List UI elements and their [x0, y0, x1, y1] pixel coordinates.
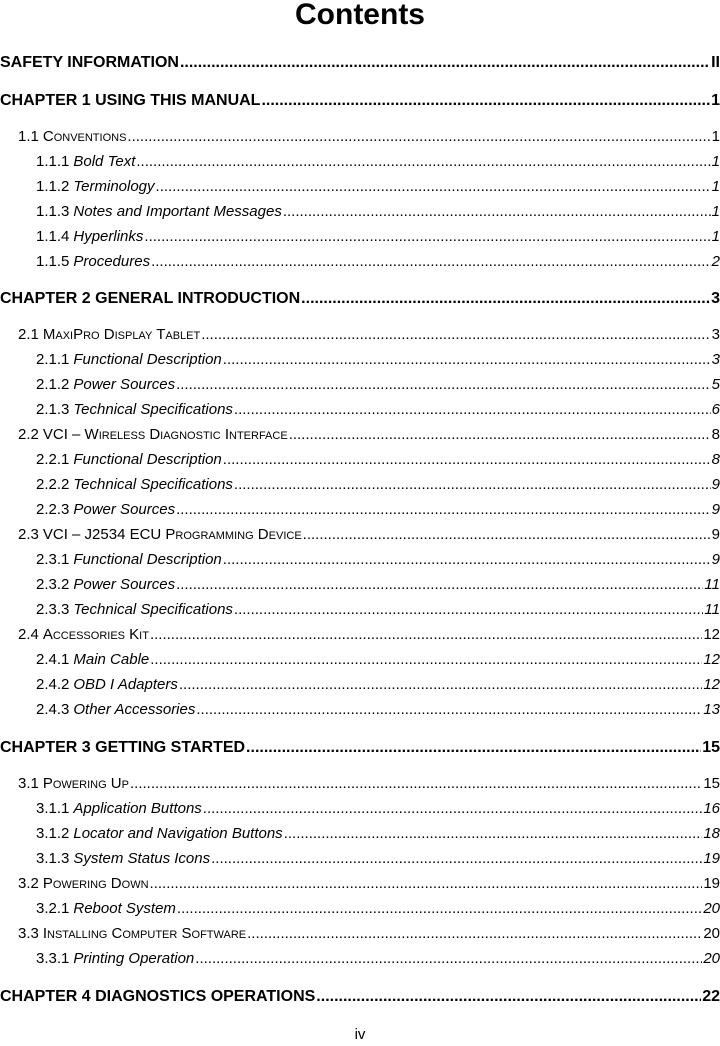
toc-page-number: 12 — [703, 651, 720, 668]
toc-page-number: 20 — [703, 900, 720, 917]
toc-page-number: 18 — [703, 825, 720, 842]
toc-number: 2.1.1 — [36, 351, 70, 368]
dot-leader — [234, 599, 704, 621]
toc-title: Terminology — [73, 178, 155, 195]
toc-page-number: 2 — [711, 253, 720, 270]
toc-title: VCI – Wireless Diagnostic Interface — [42, 426, 288, 443]
toc-number: 1.1.2 — [36, 178, 70, 195]
toc-title: Printing Operation — [73, 950, 195, 967]
dot-leader — [144, 226, 710, 248]
toc-title: Other Accessories — [73, 701, 196, 718]
toc-page-number: 12 — [703, 676, 720, 693]
toc-page-number: 9 — [711, 476, 720, 493]
toc-title: Functional Description — [73, 351, 222, 368]
dot-leader — [234, 399, 711, 421]
toc-page-number: 19 — [703, 875, 720, 892]
toc-entry-3-3[interactable] — [18, 923, 720, 945]
dot-leader — [136, 151, 710, 173]
dot-leader — [127, 126, 710, 148]
toc-page-number: 22 — [702, 988, 720, 1005]
toc-entry-2-3-1[interactable] — [36, 549, 720, 571]
toc-page-number: 19 — [703, 850, 720, 867]
dot-leader — [176, 499, 711, 521]
toc-page-number: 12 — [703, 626, 720, 643]
toc-title: CHAPTER 3 GETTING STARTED — [0, 739, 246, 756]
toc-number: 2.4.3 — [36, 701, 70, 718]
toc-number: 2.3.3 — [36, 601, 70, 618]
toc-title: Reboot System — [73, 900, 176, 917]
dot-leader — [283, 201, 711, 223]
toc-entry-chapter-2[interactable] — [0, 288, 720, 310]
toc-number: 2.2 — [18, 426, 39, 443]
toc-title: SAFETY INFORMATION — [0, 54, 179, 71]
toc-number: 2.1.3 — [36, 401, 70, 418]
dot-leader — [303, 524, 711, 546]
toc-title: Powering Down — [42, 875, 149, 892]
toc-entry-1-1[interactable] — [18, 126, 720, 148]
toc-page-number: 20 — [703, 925, 720, 942]
dot-leader — [246, 737, 701, 759]
toc-number: 3.3.1 — [36, 950, 70, 967]
toc-entry-1-1-1[interactable] — [36, 151, 720, 173]
toc-number: 2.2.3 — [36, 501, 70, 518]
toc-page-number: 15 — [703, 775, 720, 792]
toc-title: Main Cable — [73, 651, 150, 668]
toc-entry-2-3-2[interactable] — [36, 574, 720, 596]
toc-number: 2.3.1 — [36, 551, 70, 568]
toc-title: Application Buttons — [73, 800, 202, 817]
toc-page-number: 1 — [711, 228, 720, 245]
toc-page-number: 13 — [703, 701, 720, 718]
toc-title: Installing Computer Software — [42, 925, 247, 942]
dot-leader — [316, 986, 701, 1008]
toc-number: 3.1.1 — [36, 800, 70, 817]
toc-page-number: II — [711, 54, 720, 71]
toc-entry-1-1-3[interactable] — [36, 201, 720, 223]
toc-entry-3-1[interactable] — [18, 773, 720, 795]
toc-title: Bold Text — [73, 153, 136, 170]
dot-leader — [234, 474, 711, 496]
toc-title: Procedures — [73, 253, 151, 270]
dot-leader — [150, 649, 702, 671]
toc-page-number: 20 — [703, 950, 720, 967]
toc-page-number: 1 — [711, 128, 720, 145]
toc-title: System Status Icons — [73, 850, 211, 867]
toc-entry-2-1-2[interactable] — [36, 374, 720, 396]
dot-leader — [176, 574, 703, 596]
toc-title: Power Sources — [73, 501, 176, 518]
toc-page-number: 11 — [704, 576, 720, 593]
toc-page-number: 16 — [703, 800, 720, 817]
toc-page-number: 8 — [711, 451, 720, 468]
toc-entry-safety-information[interactable] — [0, 52, 720, 74]
toc-number: 3.1.2 — [36, 825, 70, 842]
dot-leader — [223, 449, 711, 471]
toc-number: 1.1.5 — [36, 253, 70, 270]
toc-title: Hyperlinks — [73, 228, 144, 245]
toc-page-number: 15 — [702, 739, 720, 756]
toc-entry-1-1-2[interactable] — [36, 176, 720, 198]
dot-leader — [177, 898, 702, 920]
toc-page-number: 3 — [711, 351, 720, 368]
toc-title: Functional Description — [73, 551, 222, 568]
toc-number: 2.1 — [18, 326, 39, 343]
toc-entry-3-1-2[interactable] — [36, 823, 720, 845]
dot-leader — [223, 349, 711, 371]
toc-page-number: 9 — [711, 501, 720, 518]
toc-title: Technical Specifications — [73, 601, 233, 618]
toc-page-number: 1 — [711, 153, 720, 170]
toc-entry-2-2[interactable] — [18, 424, 720, 446]
toc-number: 2.3.2 — [36, 576, 70, 593]
dot-leader — [247, 923, 702, 945]
dot-leader — [211, 848, 702, 870]
dot-leader — [261, 90, 710, 112]
toc-number: 3.1 — [18, 775, 39, 792]
toc-entry-3-1-3[interactable] — [36, 848, 720, 870]
toc-page-number: 6 — [711, 401, 720, 418]
toc-title: OBD I Adapters — [73, 676, 178, 693]
toc-title: Power Sources — [73, 376, 176, 393]
toc-entry-2-1-3[interactable] — [36, 399, 720, 421]
toc-title: Conventions — [42, 128, 127, 145]
toc-title: Locator and Navigation Buttons — [73, 825, 283, 842]
toc-title: Functional Description — [73, 451, 222, 468]
toc-entry-2-4-3[interactable] — [36, 699, 720, 721]
dot-leader — [301, 288, 710, 310]
toc-number: 2.4.2 — [36, 676, 70, 693]
toc-page-number: 11 — [704, 601, 720, 618]
toc-entry-2-4-1[interactable] — [36, 649, 720, 671]
toc-entry-chapter-4[interactable] — [0, 986, 720, 1008]
toc-title: Technical Specifications — [73, 476, 233, 493]
toc-page-number: 9 — [711, 551, 720, 568]
toc-number: 3.2.1 — [36, 900, 70, 917]
toc-entry-1-1-4[interactable] — [36, 226, 720, 248]
toc-number: 2.3 — [18, 526, 39, 543]
dot-leader — [196, 699, 702, 721]
toc-number: 2.2.1 — [36, 451, 70, 468]
dot-leader — [223, 549, 711, 571]
toc-page-number: 8 — [711, 426, 720, 443]
toc-entry-2-4[interactable] — [18, 624, 720, 646]
toc-entry-3-3-1[interactable] — [36, 948, 720, 970]
dot-leader — [151, 251, 711, 273]
toc-page-number: 1 — [711, 92, 720, 109]
dot-leader — [289, 424, 711, 446]
toc-title: VCI – J2534 ECU Programming Device — [42, 526, 302, 543]
toc-entry-chapter-3[interactable] — [0, 737, 720, 759]
toc-number: 3.1.3 — [36, 850, 70, 867]
toc-page-number: 3 — [711, 290, 720, 307]
toc-page-number: 9 — [711, 526, 720, 543]
toc-page-number: 1 — [711, 203, 720, 220]
dot-leader — [195, 948, 702, 970]
toc-entry-1-1-5[interactable] — [36, 251, 720, 273]
dot-leader — [179, 674, 702, 696]
toc-title: Power Sources — [73, 576, 176, 593]
toc-number: 2.2.2 — [36, 476, 70, 493]
dot-leader — [203, 798, 703, 820]
toc-number: 3.3 — [18, 925, 39, 942]
toc-title: Powering Up — [42, 775, 129, 792]
toc-number: 1.1.4 — [36, 228, 70, 245]
dot-leader — [150, 873, 703, 895]
dot-leader — [130, 773, 702, 795]
toc-entry-2-2-3[interactable] — [36, 499, 720, 521]
toc-title: CHAPTER 1 USING THIS MANUAL — [0, 92, 261, 109]
toc-entry-2-4-2[interactable] — [36, 674, 720, 696]
dot-leader — [150, 624, 702, 646]
toc-number: 2.1.2 — [36, 376, 70, 393]
toc-title: CHAPTER 2 GENERAL INTRODUCTION — [0, 290, 301, 307]
toc-entry-chapter-1[interactable] — [0, 90, 720, 112]
toc-title: CHAPTER 4 DIAGNOSTICS OPERATIONS — [0, 988, 316, 1005]
dot-leader — [180, 52, 710, 74]
page-footer-number: iv — [354, 1026, 366, 1043]
page-title: Contents — [295, 0, 425, 31]
toc-entry-2-3[interactable] — [18, 524, 720, 546]
toc-entry-2-1[interactable] — [18, 324, 720, 346]
toc-page-number: 5 — [711, 376, 720, 393]
toc-entry-2-2-2[interactable] — [36, 474, 720, 496]
toc-number: 3.2 — [18, 875, 39, 892]
dot-leader — [176, 374, 711, 396]
dot-leader — [284, 823, 703, 845]
toc-entry-3-2[interactable] — [18, 873, 720, 895]
toc-title: MaxiPro Display Tablet — [42, 326, 201, 343]
toc-page-number: 1 — [711, 178, 720, 195]
dot-leader — [156, 176, 711, 198]
toc-title: Technical Specifications — [73, 401, 233, 418]
toc-number: 1.1.3 — [36, 203, 70, 220]
toc-entry-2-2-1[interactable] — [36, 449, 720, 471]
toc-title: Notes and Important Messages — [73, 203, 282, 220]
toc-entry-2-3-3[interactable] — [36, 599, 720, 621]
toc-number: 2.4.1 — [36, 651, 70, 668]
dot-leader — [201, 324, 710, 346]
toc-number: 1.1 — [18, 128, 39, 145]
toc-entry-3-2-1[interactable] — [36, 898, 720, 920]
toc-page-number: 3 — [711, 326, 720, 343]
toc-title: Accessories Kit — [42, 626, 149, 643]
toc-entry-2-1-1[interactable] — [36, 349, 720, 371]
toc-number: 1.1.1 — [36, 153, 70, 170]
toc-entry-3-1-1[interactable] — [36, 798, 720, 820]
toc-number: 2.4 — [18, 626, 39, 643]
